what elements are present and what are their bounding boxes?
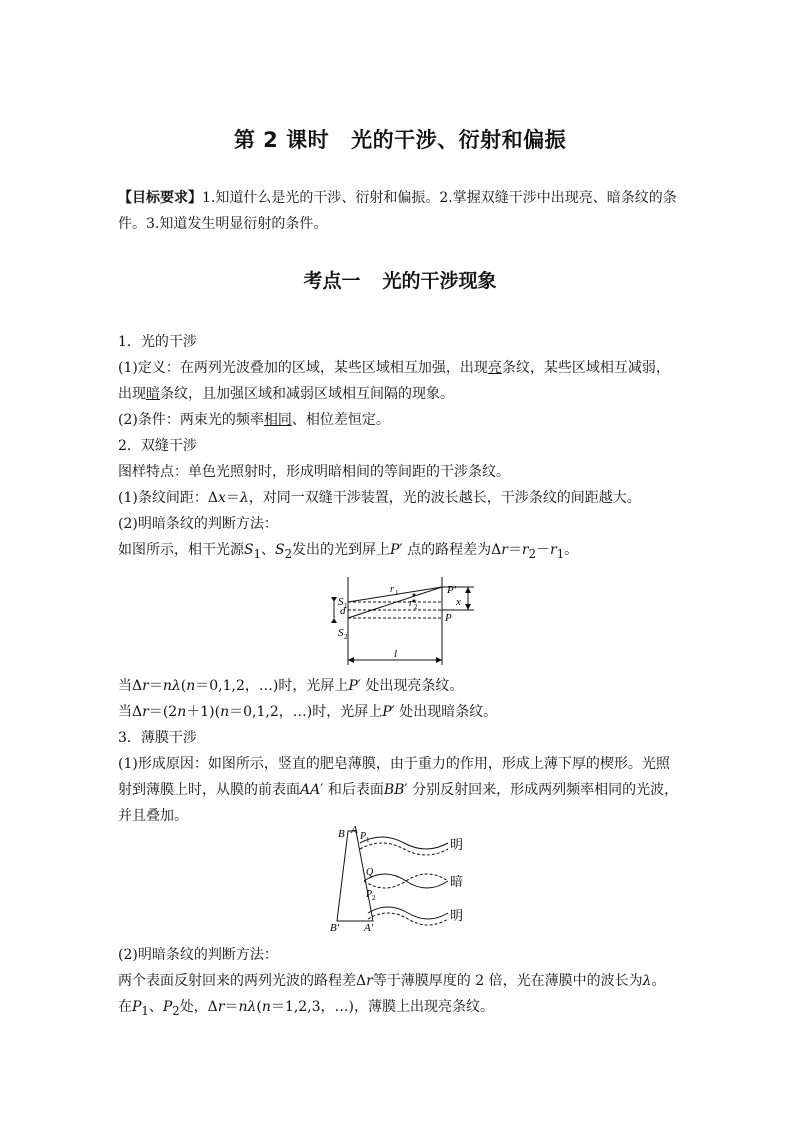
wave-p1-solid [360,837,448,849]
learning-goals [118,185,688,237]
label-a-top: A [351,824,358,836]
goals-line-1: 1.知道什么是光的干涉、衍射和偏振。2.掌握双缝干涉中出现亮、暗条纹的条 [202,190,677,206]
wave-q-solid [364,874,448,888]
label-bright-bottom: 明 [450,908,464,923]
blank-same: 相同 [263,412,292,428]
label-b-prime: B′ [330,922,340,934]
label-d: d [340,605,346,617]
wave-p2-dashed [368,913,448,925]
svg-text:2: 2 [372,894,376,902]
heading-thin-film: 3．薄膜干涉 [118,730,197,746]
paragraph-definition-2: 出现暗条纹，且加强区域和减弱区域相互间隔的现象。 [118,386,454,402]
r2-marker-dot [413,594,416,597]
label-r1: r [390,584,394,595]
x-arrow-down [465,604,471,610]
paragraph-dark-condition: 当Δr＝(2n＋1)(n＝0,1,2，…)时，光屏上P′ 处出现暗条纹。 [118,704,498,720]
goals-line-2: 件。3.知道发生明显衍射的条件。 [118,216,328,232]
label-b-top: B [338,828,345,840]
paragraph-judge-method-1: (2)明暗条纹的判断方法： [118,516,278,532]
label-p1: P [360,831,367,842]
label-p2: P [366,889,373,900]
svg-text:2: 2 [414,603,418,611]
heading-interference: 1．光的干涉 [118,334,197,350]
label-s2: S [338,627,344,639]
d-arrow-bottom [331,618,337,623]
blank-dark: 暗 [146,386,160,402]
l-arrow-left [348,657,354,663]
lesson-number: 第 2 课时 [233,128,330,152]
section-title [0,266,800,293]
page-title [0,124,800,154]
paragraph-spacing: (1)条纹间距：Δx＝λ，对同一双缝干涉装置，光的波长越长，干涉条纹的间距越大。 [118,490,641,506]
paragraph-bright-condition: 当Δr＝nλ(n＝0,1,2，…)时，光屏上P′ 处出现亮条纹。 [118,678,464,694]
wave-p2-solid [368,907,448,919]
paragraph-film-cause-1: (1)形成原因：如图所示，竖直的肥皂薄膜，由于重力的作用，形成上薄下厚的楔形。光照 [118,756,670,772]
label-r2: r [409,598,413,609]
x-arrow-up [465,587,471,593]
heading-double-slit: 2．双缝干涉 [118,438,197,454]
goals-label: 【目标要求】 [118,190,202,206]
paragraph-film-path: 两个表面反射回来的两列光波的路程差Δr等于薄膜厚度的 2 倍，光在薄膜中的波长为λ。 [118,973,666,989]
paragraph-film-bright: 在$P_1$、$P_2$处，Δr＝nλ(n＝1,2,3，…)，薄膜上出现亮条纹。 [118,999,495,1018]
section-topic: 光的干涉现象 [382,270,497,292]
paragraph-condition: (2)条件：两束光的频率相同、相位差恒定。 [118,412,390,428]
paragraph-film-cause-2: 射到薄膜上时，从膜的前表面AA′ 和后表面BB′ 分别反射回来，形成两列频率相同的光波， [118,782,679,798]
label-l: l [394,648,398,660]
label-a-prime: A′ [364,922,374,934]
blank-bright: 亮 [487,360,502,376]
wave-p1-dashed [360,843,448,855]
lesson-topic: 光的干涉、衍射和偏振 [351,128,567,152]
svg-text:1: 1 [395,589,399,597]
label-x: x [456,596,461,608]
d-arrow-top [331,597,337,602]
section-number: 考点一 [303,270,361,292]
svg-text:1: 1 [344,602,348,610]
svg-text:1: 1 [366,836,370,844]
label-p: P [445,612,452,624]
label-bright-top: 明 [450,837,464,852]
thin-film-diagram [326,823,486,935]
label-dark: 暗 [450,874,464,889]
label-q: Q [366,867,374,878]
paragraph-judge-method-2: (2)明暗条纹的判断方法： [118,947,278,963]
paragraph-path-difference: 如图所示，相干光源$S_1$、$S_2$发出的光到屏上P′ 点的路程差为$\Delta r=r_2-r_1$。 [118,542,579,561]
paragraph-definition-1: (1)定义：在两列光波叠加的区域，某些区域相互加强，出现亮条纹，某些区域相互减弱， [118,360,670,376]
paragraph-film-cause-3: 并且叠加。 [118,808,188,824]
double-slit-diagram [318,575,488,670]
l-arrow-right [436,657,442,663]
svg-text:2: 2 [344,633,348,641]
label-s1: S [338,596,344,608]
paragraph-pattern: 图样特点：单色光照射时，形成明暗相间的等间距的干涉条纹。 [118,464,510,480]
label-p-prime: P′ [447,584,457,596]
